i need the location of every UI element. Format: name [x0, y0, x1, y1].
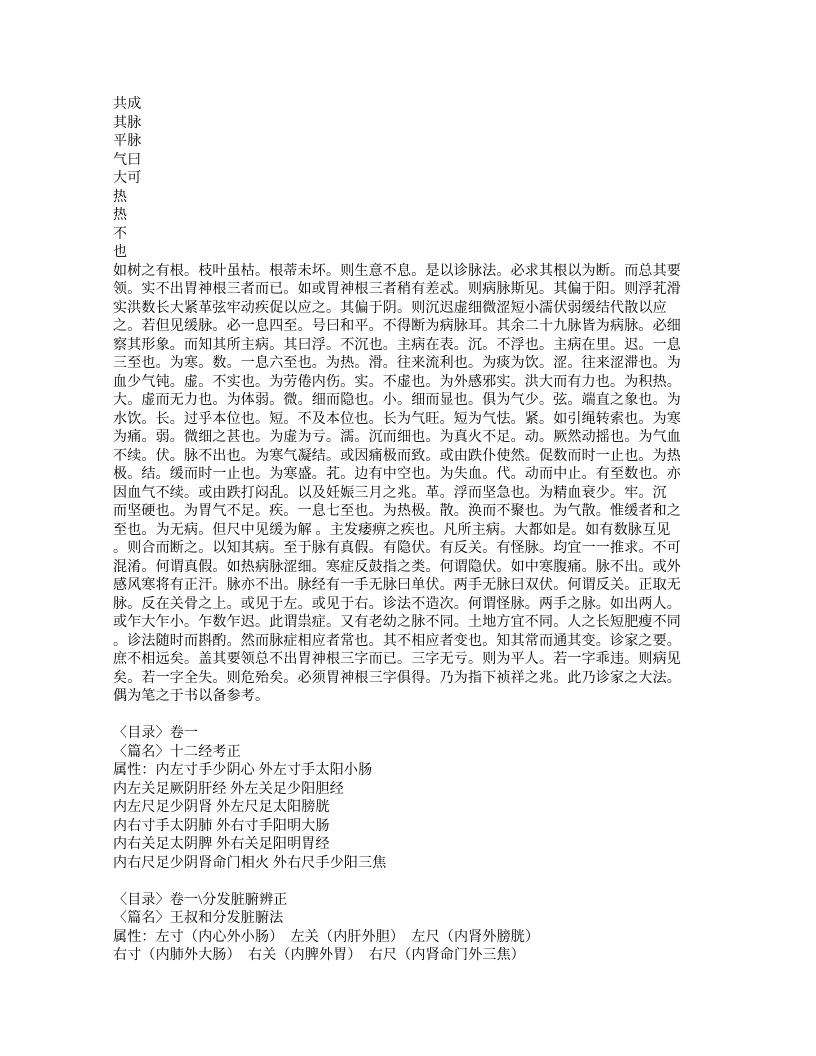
paragraph-line: 极。结。缓而时一止也。为寒盛。芤。边有中空也。为失血。代。动而中止。有至数也。亦	[113, 467, 681, 482]
attribute-line: 内右关足太阴脾 外右关足阳明胃经	[113, 837, 330, 852]
paragraph-line: 庶不相远矣。盖其要领总不出胃神根三字而已。三字无亏。则为平人。若一字乖违。则病见	[113, 652, 681, 667]
paragraph-line: 感风寒将有正汗。脉亦不出。脉经有一手无脉曰单伏。两手无脉曰双伏。何谓反关。正取无	[113, 578, 681, 593]
fragment-line: 不	[113, 226, 128, 242]
paragraph-line: 大。虚而无力也。为体弱。微。细而隐也。小。细而显也。俱为气少。弦。端直之象也。为	[113, 393, 681, 408]
document-text-body	[113, 96, 753, 966]
paragraph-line: 实洪数长大紧革弦牢动疾促以应之。其偏于阴。则沉迟虚细微涩短小濡伏弱缓结代散以应	[113, 300, 667, 316]
paragraph-line: 。则合而断之。以知其病。至于脉有真假。有隐伏。有反关。有怪脉。均宜一一推求。不可	[113, 541, 681, 556]
fragment-line: 也	[113, 245, 128, 260]
attribute-line: 内右尺足少阴肾命门相火 外右尺手少阳三焦	[113, 855, 387, 871]
chapter-title: 〈篇名〉十二经考正	[113, 744, 241, 760]
paragraph-line: 之。若但见缓脉。必一息四至。号曰和平。不得断为病脉耳。其余二十九脉皆为病脉。必细	[113, 319, 681, 334]
paragraph-line: 矣。若一字全失。则危殆矣。必须胃神根三字俱得。乃为指下祯祥之兆。此乃诊家之大法。	[113, 670, 681, 686]
fragment-line: 共成	[113, 97, 142, 112]
fragment-line: 平脉	[113, 134, 142, 149]
paragraph-line: 三至也。为寒。数。一息六至也。为热。滑。往来流利也。为痰为饮。涩。往来涩滞也。为	[113, 356, 681, 371]
attribute-line: 右寸（内肺外大肠） 右关（内脾外胃） 右尺（内肾命门外三焦）	[113, 948, 525, 963]
toc-heading: 〈目录〉卷一\分发脏腑辨正	[113, 892, 288, 908]
paragraph-line: 因血气不续。或由跌打闷乱。以及妊娠三月之兆。革。浮而坚急也。为精血衰少。牢。沉	[113, 485, 667, 501]
paragraph-line: 察其形象。而知其所主病。其曰浮。不沉也。主病在表。沉。不浮也。主病在里。迟。一息	[113, 337, 681, 353]
paragraph-line: 水饮。长。过乎本位也。短。不及本位也。长为气旺。短为气怯。紧。如引绳转索也。为寒	[113, 411, 681, 427]
paragraph-line: 血少气钝。虚。不实也。为劳倦内伤。实。不虚也。为外感邪实。洪大而有力也。为积热。	[113, 374, 681, 390]
paragraph-line: 领。实不出胃神根三者而已。如或胃神根三者稍有差忒。则病脉斯见。其偏于阳。则浮芤滑	[113, 282, 681, 297]
fragment-line: 气曰	[113, 152, 142, 168]
paragraph-line: 至也。为无病。但尺中见缓为解 。主发痿痹之疾也。凡所主病。大都如是。如有数脉互见	[113, 522, 671, 538]
blank-line	[113, 707, 753, 726]
attribute-line: 内右寸手太阴肺 外右寸手阳明大肠	[113, 818, 330, 834]
paragraph-line: 不续。伏。脉不出也。为寒气凝结。或因痛极而致。或由跌仆使然。促数而时一止也。为热	[113, 448, 681, 464]
attribute-line: 内左关足厥阴肝经 外左关足少阳胆经	[113, 781, 344, 797]
fragment-line: 热	[113, 189, 128, 205]
paragraph-line: 或乍大乍小。乍数乍迟。此谓祟症。又有老幼之脉不同。土地方宜不同。人之长短肥瘦不同	[113, 615, 681, 630]
fragment-line: 其脉	[113, 115, 142, 131]
paragraph-line: 。诊法随时而斟酌。然而脉症相应者常也。其不相应者变也。知其常而通其变。诊家之要。	[113, 633, 681, 649]
fragment-line: 热	[113, 208, 128, 223]
paragraph-line: 而坚硬也。为胃气不足。疾。一息七至也。为热极。散。涣而不聚也。为气散。惟缓者和之	[113, 504, 681, 519]
toc-heading: 〈目录〉卷一	[113, 726, 199, 741]
paragraph-line: 为痛。弱。微细之甚也。为虚为亏。濡。沉而细也。为真火不足。动。厥然动摇也。为气血	[113, 430, 681, 445]
chapter-title: 〈篇名〉王叔和分发脏腑法	[113, 911, 284, 926]
paragraph-line: 脉。反在关骨之上。或见于左。或见于右。诊法不造次。何谓怪脉。两手之脉。如出两人。	[113, 596, 681, 612]
attribute-line: 属性：内左寸手少阴心 外左寸手太阳小肠	[113, 763, 373, 778]
attribute-line: 内左尺足少阴肾 外左尺足太阳膀胱	[113, 800, 330, 815]
paragraph-line: 混淆。何谓真假。如热病脉涩细。寒症反鼓指之类。何谓隐伏。如中寒腹痛。脉不出。或外	[113, 559, 681, 575]
paragraph-line: 如树之有根。枝叶虽枯。根蒂未坏。则生意不息。是以诊脉法。必求其根以为断。而总其要	[113, 263, 681, 279]
attribute-line: 属性：左寸（内心外小肠） 左关（内肝外胆） 左尺（内肾外膀胱）	[113, 929, 540, 945]
blank-line	[113, 873, 753, 892]
paragraph-line: 偶为笔之于书以备参考。	[113, 689, 270, 704]
fragment-line: 大可	[113, 171, 142, 186]
